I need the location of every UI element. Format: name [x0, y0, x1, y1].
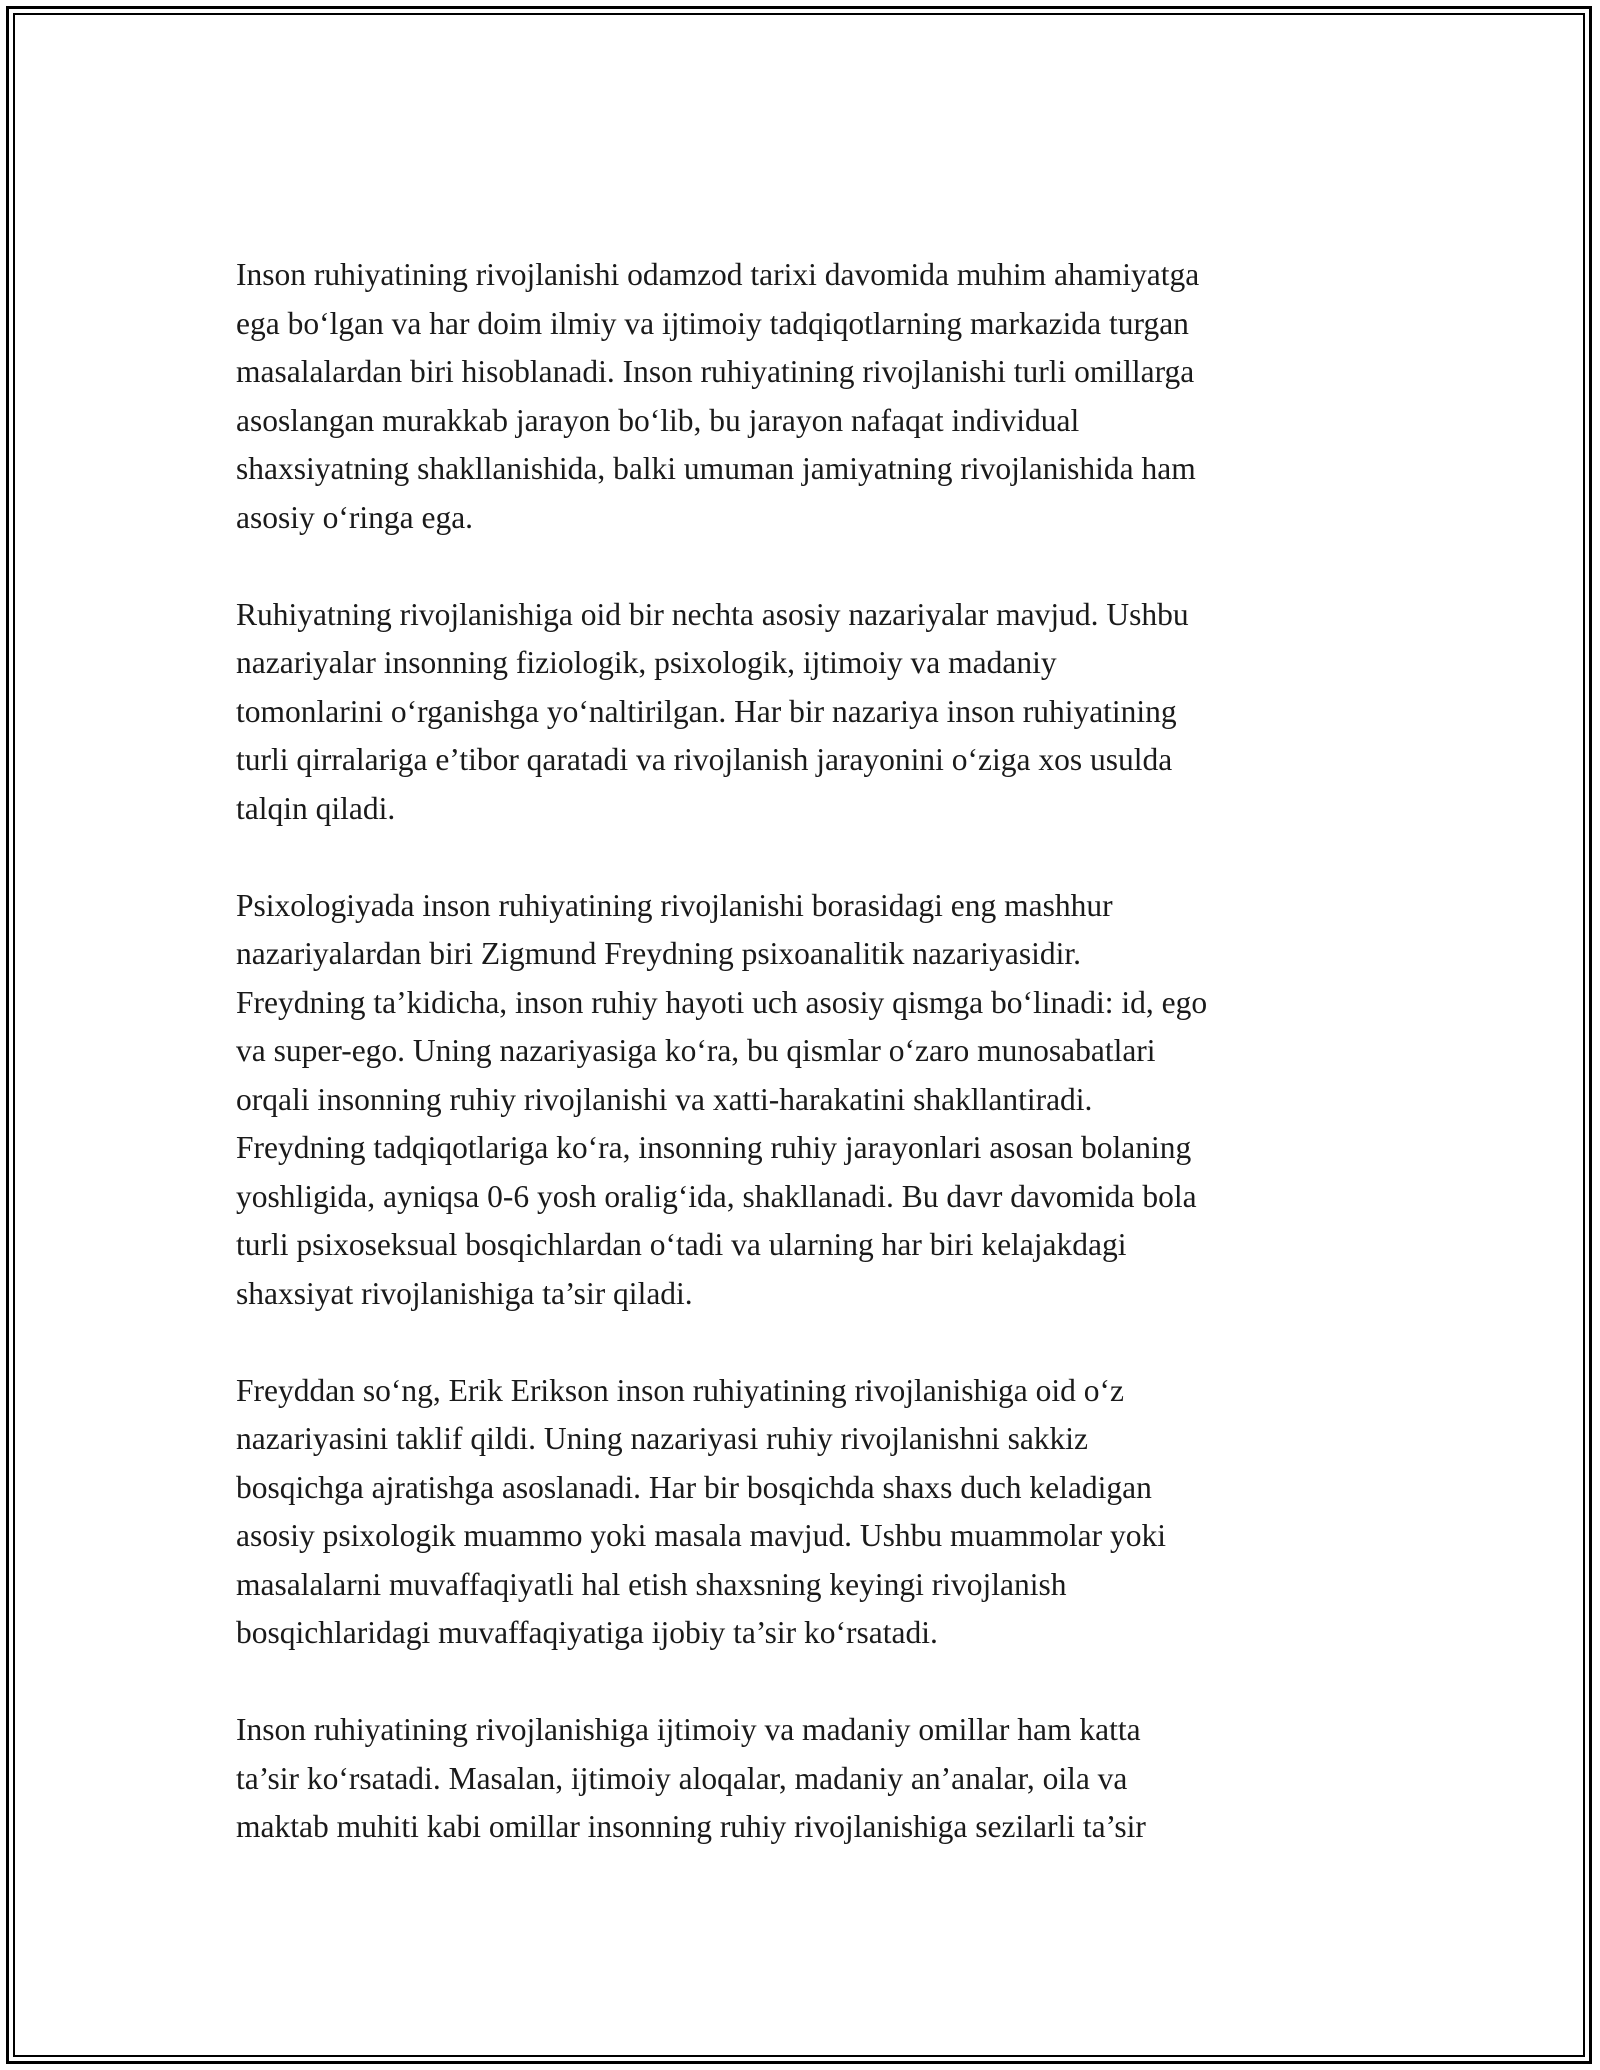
text-line: Freydning ta’kidicha, inson ruhiy hayoti uch asosiy qismga bo‘linadi: id, ego — [236, 984, 1208, 1020]
text-line: shaxsiyat rivojlanishiga ta’sir qiladi. — [236, 1275, 693, 1311]
text-line: asosiy psixologik muammo yoki masala mavjud. Ushbu muammolar yoki — [236, 1518, 1167, 1553]
text-line: turli qirralariga e’tibor qaratadi va rivojlanish jarayonini o‘ziga xos usulda — [236, 742, 1173, 777]
text-line: bosqichga ajratishga asoslanadi. Har bir bosqichda shaxs duch keladigan — [236, 1469, 1152, 1505]
text-line: va super-ego. Uning nazariyasiga ko‘ra, bu qismlar o‘zaro munosabatlari — [236, 1033, 1156, 1068]
paragraph-2 — [236, 591, 1376, 834]
text-line: Psixologiyada inson ruhiyatining rivojlanishi borasidagi eng mashhur — [236, 887, 1113, 923]
text-line: yoshligida, ayniqsa 0-6 yosh oralig‘ida, shakllanadi. Bu davr davomida bola — [236, 1178, 1197, 1214]
text-line: masalalarni muvaffaqiyatli hal etish shaxsning keyingi rivojlanish — [236, 1566, 1067, 1602]
text-line: bosqichlaridagi muvaffaqiyatiga ijobiy ta’sir ko‘rsatadi. — [236, 1615, 938, 1650]
text-line: nazariyalardan biri Zigmund Freydning psixoanalitik nazariyasidir. — [236, 936, 1082, 971]
text-line: Inson ruhiyatining rivojlanishi odamzod tarixi davomida muhim ahamiyatga — [236, 257, 1200, 292]
text-line: nazariyasini taklif qildi. Uning nazariyasi ruhiy rivojlanishni sakkiz — [236, 1421, 1089, 1456]
text-line: ega bo‘lgan va har doim ilmiy va ijtimoiy tadqiqotlarning markazida turgan — [236, 305, 1189, 341]
text-line: ta’sir ko‘rsatadi. Masalan, ijtimoiy aloqalar, madaniy an’analar, oila va — [236, 1760, 1128, 1796]
paragraph-5 — [236, 1706, 1376, 1852]
text-line: Ruhiyatning rivojlanishiga oid bir nechta asosiy nazariyalar mavjud. Ushbu — [236, 596, 1189, 632]
paragraph-3 — [236, 882, 1376, 1319]
text-line: tomonlarini o‘rganishga yo‘naltirilgan. Har bir nazariya inson ruhiyatining — [236, 693, 1177, 729]
paragraph-1 — [236, 251, 1376, 542]
document-body — [236, 251, 1376, 1900]
text-line: asoslangan murakkab jarayon bo‘lib, bu jarayon nafaqat individual — [236, 402, 1080, 438]
text-line: turli psixoseksual bosqichlardan o‘tadi va ularning har biri kelajakdagi — [236, 1227, 1127, 1262]
text-line: Freyddan so‘ng, Erik Erikson inson ruhiyatining rivojlanishiga oid o‘z — [236, 1372, 1124, 1408]
text-line: maktab muhiti kabi omillar insonning ruhiy rivojlanishiga sezilarli ta’sir — [236, 1809, 1146, 1844]
text-line: masalalardan biri hisoblanadi. Inson ruhiyatining rivojlanishi turli omillarga — [236, 354, 1195, 389]
text-line: nazariyalar insonning fiziologik, psixologik, ijtimoiy va madaniy — [236, 645, 1057, 680]
text-line: Inson ruhiyatining rivojlanishiga ijtimoiy va madaniy omillar ham katta — [236, 1712, 1141, 1747]
text-line: orqali insonning ruhiy rivojlanishi va xatti-harakatini shakllantiradi. — [236, 1081, 1093, 1117]
text-line: asosiy o‘ringa ega. — [236, 499, 474, 535]
text-line: talqin qiladi. — [236, 790, 396, 826]
paragraph-4 — [236, 1367, 1376, 1658]
text-line: Freydning tadqiqotlariga ko‘ra, insonning ruhiy jarayonlari asosan bolaning — [236, 1130, 1192, 1165]
text-line: shaxsiyatning shakllanishida, balki umuman jamiyatning rivojlanishida ham — [236, 451, 1196, 486]
